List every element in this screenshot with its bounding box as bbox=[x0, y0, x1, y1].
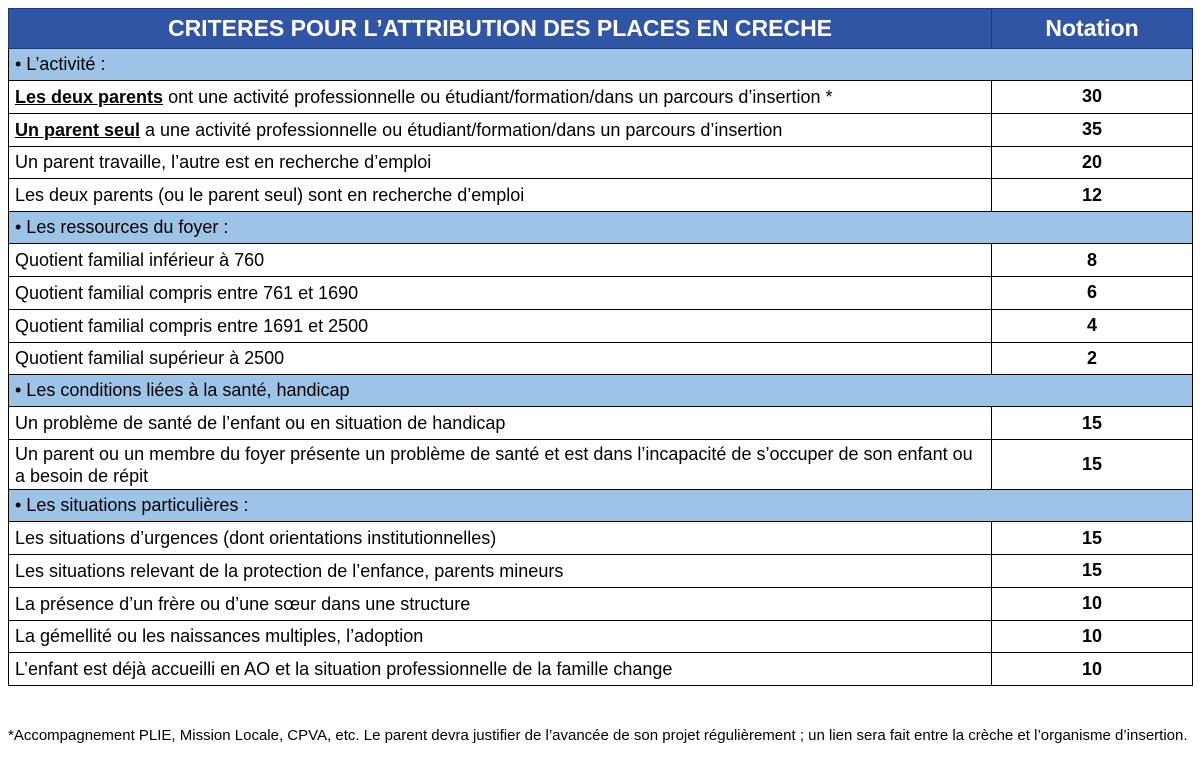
criterion-cell bbox=[9, 554, 992, 587]
score-cell: 15 bbox=[992, 407, 1193, 440]
criterion-cell bbox=[9, 276, 992, 309]
section-row bbox=[9, 490, 1193, 522]
table-title: CRITERES POUR L’ATTRIBUTION DES PLACES EN CRECHE bbox=[9, 9, 992, 49]
table-row bbox=[9, 244, 1193, 277]
table-row bbox=[9, 653, 1193, 686]
criterion-cell bbox=[9, 146, 992, 179]
criterion-text: La gémellité ou les naissances multiples, l’adoption bbox=[15, 626, 424, 647]
score-cell: 15 bbox=[992, 440, 1193, 490]
criterion-cell bbox=[9, 440, 992, 490]
criterion-emphasis: Un parent seul bbox=[15, 119, 141, 140]
criterion-cell bbox=[9, 522, 992, 555]
score-cell: 2 bbox=[992, 342, 1193, 375]
criterion-cell bbox=[9, 342, 992, 375]
score-cell: 35 bbox=[992, 113, 1193, 146]
criterion-cell bbox=[9, 81, 992, 114]
table-row bbox=[9, 276, 1193, 309]
table-row bbox=[9, 146, 1193, 179]
section-title: • Les situations particulières : bbox=[9, 490, 1193, 522]
score-cell: 12 bbox=[992, 179, 1193, 212]
score-cell: 10 bbox=[992, 653, 1193, 686]
score-cell: 30 bbox=[992, 81, 1193, 114]
criterion-emphasis: Les deux parents bbox=[15, 86, 164, 107]
criterion-cell bbox=[9, 407, 992, 440]
table-row bbox=[9, 522, 1193, 555]
criterion-text: Un problème de santé de l’enfant ou en situation de handicap bbox=[15, 413, 506, 434]
table-row bbox=[9, 309, 1193, 342]
criteria-body bbox=[9, 49, 1193, 686]
section-title: • Les conditions liées à la santé, handicap bbox=[9, 375, 1193, 407]
criterion-cell bbox=[9, 653, 992, 686]
score-cell: 15 bbox=[992, 522, 1193, 555]
criterion-text: Quotient familial compris entre 1691 et 2500 bbox=[15, 315, 369, 336]
criterion-text: La présence d’un frère ou d’une sœur dans une structure bbox=[15, 593, 471, 614]
table-row bbox=[9, 342, 1193, 375]
criterion-cell bbox=[9, 179, 992, 212]
criterion-text: Quotient familial inférieur à 760 bbox=[15, 250, 265, 271]
section-row bbox=[9, 375, 1193, 407]
score-cell: 4 bbox=[992, 309, 1193, 342]
criterion-cell bbox=[9, 620, 992, 653]
criterion-text: Quotient familial supérieur à 2500 bbox=[15, 348, 285, 369]
table-row bbox=[9, 179, 1193, 212]
table-row bbox=[9, 407, 1193, 440]
criterion-text: ont une activité professionnelle ou étudiant/formation/dans un parcours d’insertion * bbox=[163, 86, 833, 107]
score-cell: 20 bbox=[992, 146, 1193, 179]
section-row bbox=[9, 49, 1193, 81]
section-title: • Les ressources du foyer : bbox=[9, 212, 1193, 244]
criterion-cell bbox=[9, 113, 992, 146]
criterion-cell bbox=[9, 309, 992, 342]
score-cell: 10 bbox=[992, 587, 1193, 620]
score-cell: 10 bbox=[992, 620, 1193, 653]
criterion-text: Les deux parents (ou le parent seul) sont en recherche d’emploi bbox=[15, 185, 525, 206]
table-row bbox=[9, 587, 1193, 620]
criterion-text: Les situations d’urgences (dont orientations institutionnelles) bbox=[15, 528, 497, 549]
table-row bbox=[9, 620, 1193, 653]
criteria-table bbox=[8, 8, 1193, 686]
section-title: • L’activité : bbox=[9, 49, 1193, 81]
criterion-cell bbox=[9, 587, 992, 620]
footnote: *Accompagnement PLIE, Mission Locale, CPVA, etc. Le parent devra justifier de l’avancée de son projet régulièrement ; un lien sera fait entre la crèche et l’organisme d’insertion. bbox=[8, 727, 1188, 744]
criterion-text: Un parent travaille, l’autre est en recherche d’emploi bbox=[15, 152, 432, 173]
table-row bbox=[9, 113, 1193, 146]
criterion-text: L’enfant est déjà accueilli en AO et la situation professionnelle de la famille change bbox=[15, 659, 673, 680]
table-row bbox=[9, 440, 1193, 490]
score-cell: 6 bbox=[992, 276, 1193, 309]
score-cell: 15 bbox=[992, 554, 1193, 587]
score-column-header: Notation bbox=[992, 9, 1193, 49]
table-header-row bbox=[9, 9, 1193, 49]
table-row bbox=[9, 81, 1193, 114]
criterion-text: Les situations relevant de la protection de l’enfance, parents mineurs bbox=[15, 560, 564, 581]
criterion-cell bbox=[9, 244, 992, 277]
table-row bbox=[9, 554, 1193, 587]
criterion-text: a une activité professionnelle ou étudiant/formation/dans un parcours d’insertion bbox=[140, 119, 783, 140]
criterion-text: Quotient familial compris entre 761 et 1690 bbox=[15, 282, 359, 303]
score-cell: 8 bbox=[992, 244, 1193, 277]
section-row bbox=[9, 212, 1193, 244]
criterion-text: Un parent ou un membre du foyer présente un problème de santé et est dans l’incapacité de s’occuper de son enfant ou a besoin de répit bbox=[15, 443, 973, 486]
